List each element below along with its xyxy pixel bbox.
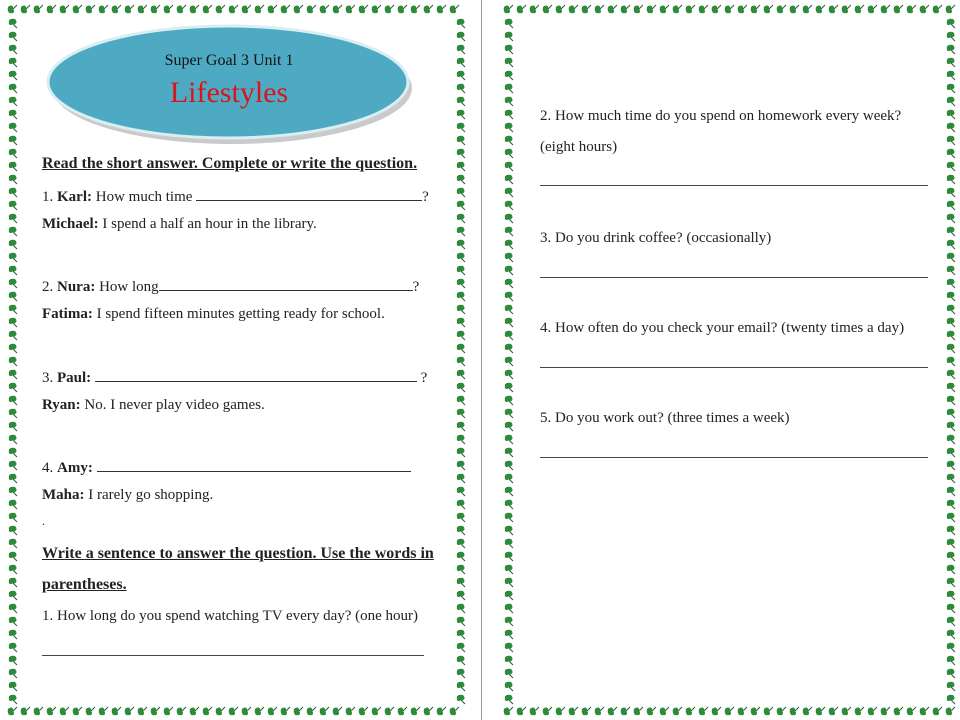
exercise-item-1-answer	[42, 216, 317, 233]
page-divider	[481, 0, 482, 720]
section2-question-3: 3. Do you drink coffee? (occasionally)	[540, 230, 772, 246]
worksheet-page-left	[0, 0, 472, 720]
speaker-name: Karl:	[57, 189, 92, 205]
worksheet-title: Lifestyles	[169, 76, 289, 109]
section2-question-2-hint: (eight hours)	[540, 139, 618, 155]
exercise-item-1-question	[42, 186, 429, 206]
section2-heading-line1: Write a sentence to answer the question. Use the words in	[42, 545, 434, 562]
answer-blank[interactable]	[159, 276, 413, 291]
question-mark: ?	[412, 279, 420, 295]
question-prompt: How long	[99, 279, 159, 295]
answer-blank[interactable]	[196, 186, 422, 201]
answer-line-4[interactable]	[540, 367, 928, 368]
worksheet-page-right	[486, 0, 960, 720]
section2-question-2: 2. How much time do you spend on homework every week?	[540, 108, 902, 124]
speaker-name: Amy:	[57, 460, 93, 476]
item-number: 2.	[42, 279, 54, 295]
short-answer: I rarely go shopping.	[88, 487, 214, 503]
section2-heading-line2: parentheses.	[42, 576, 127, 593]
item-number: 4.	[42, 460, 54, 476]
title-oval	[46, 20, 412, 148]
answer-blank[interactable]	[97, 457, 411, 472]
short-answer: I spend fifteen minutes getting ready for school.	[96, 306, 385, 322]
short-answer: No. I never play video games.	[84, 397, 265, 413]
section1-heading: Read the short answer. Complete or write the question.	[42, 155, 418, 172]
stray-dot: .	[42, 514, 45, 528]
answer-line-2[interactable]	[540, 185, 928, 186]
speaker-name: Maha:	[42, 487, 85, 503]
item-number: 1.	[42, 189, 54, 205]
section2-question-5: 5. Do you work out? (three times a week)	[540, 410, 790, 426]
answer-line-5[interactable]	[540, 457, 928, 458]
question-mark: ?	[422, 189, 429, 205]
exercise-item-2-answer	[42, 306, 385, 323]
answer-blank[interactable]	[95, 367, 417, 382]
worksheet-subtitle: Super Goal 3 Unit 1	[164, 52, 294, 69]
exercise-item-4-question	[42, 457, 411, 477]
answer-line-3[interactable]	[540, 277, 928, 278]
question-mark: ?	[420, 370, 428, 386]
exercise-item-2-question	[42, 276, 419, 296]
section2-question-4: 4. How often do you check your email? (twenty times a day)	[540, 320, 905, 336]
speaker-name: Ryan:	[42, 397, 81, 413]
speaker-name: Michael:	[42, 216, 99, 232]
speaker-name: Fatima:	[42, 306, 93, 322]
exercise-item-3-answer	[42, 397, 265, 414]
speaker-name: Paul:	[57, 370, 92, 386]
speaker-name: Nura:	[57, 279, 96, 295]
answer-line-1[interactable]	[42, 655, 424, 656]
section2-question-1: 1. How long do you spend watching TV every day? (one hour)	[42, 608, 419, 624]
exercise-item-4-answer	[42, 487, 213, 504]
short-answer: I spend a half an hour in the library.	[102, 216, 317, 232]
question-prompt: How much time	[95, 189, 193, 205]
exercise-item-3-question	[42, 367, 427, 387]
item-number: 3.	[42, 370, 54, 386]
